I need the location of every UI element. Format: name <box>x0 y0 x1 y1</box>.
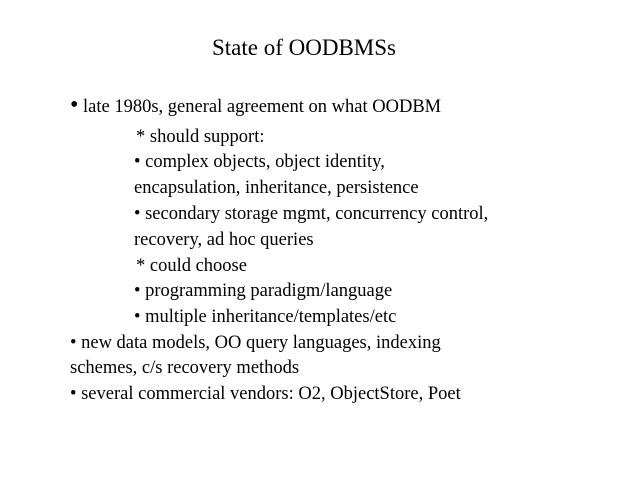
bullet-line-2: * should support: <box>136 127 265 147</box>
bullet-line-7: * could choose <box>136 256 247 276</box>
bullet-line-12: • several commercial vendors: O2, ObjectStore, Poet <box>70 384 461 404</box>
bullet-line-6: recovery, ad hoc queries <box>134 230 314 250</box>
bullet-line-10: • new data models, OO query languages, indexing <box>70 333 441 353</box>
bullet-line-4: encapsulation, inheritance, persistence <box>134 178 419 198</box>
bullet-line-5: • secondary storage mgmt, concurrency control, <box>134 204 489 224</box>
bullet-line-11: schemes, c/s recovery methods <box>70 358 300 378</box>
bullet-line-9: • multiple inheritance/templates/etc <box>134 307 397 327</box>
slide-title: State of OODBMSs <box>211 35 396 60</box>
bullet-marker: • <box>70 92 79 118</box>
bullet-text: late 1980s, general agreement on what OODBM <box>83 97 442 117</box>
bullet-line-3: • complex objects, object identity, <box>134 152 385 172</box>
bullet-line-8: • programming paradigm/language <box>134 281 393 301</box>
bullet-line-1 <box>70 94 441 118</box>
